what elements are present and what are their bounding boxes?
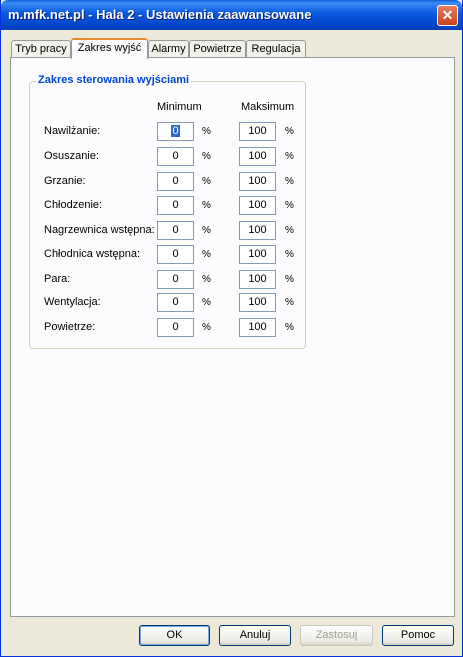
row-label: Chłodnica wstępna: — [44, 248, 141, 260]
ventilation-max-input[interactable]: 100 — [239, 293, 276, 312]
unit-label: % — [202, 200, 211, 211]
group-title: Zakres sterowania wyjściami — [38, 74, 190, 86]
air-max-input[interactable]: 100 — [239, 318, 276, 337]
window-title: m.mfk.net.pl - Hala 2 - Ustawienia zaawansowane — [8, 7, 312, 22]
row-label: Nagrzewnica wstępna: — [44, 224, 155, 236]
dehumidification-max-input[interactable]: 100 — [239, 147, 276, 166]
ok-button[interactable]: OK — [139, 625, 210, 646]
row-label: Nawilżanie: — [44, 125, 101, 137]
unit-label: % — [285, 200, 294, 211]
tab-powietrze[interactable]: Powietrze — [189, 40, 246, 58]
col-header-minimum: Minimum — [157, 101, 202, 113]
unit-label: % — [202, 225, 211, 236]
unit-label: % — [202, 176, 211, 187]
help-button[interactable]: Pomoc — [382, 625, 454, 646]
row-label: Powietrze: — [44, 321, 96, 333]
ventilation-min-input[interactable]: 0 — [157, 293, 194, 312]
cooling-min-input[interactable]: 0 — [157, 196, 194, 215]
preheater-max-input[interactable]: 100 — [239, 221, 276, 240]
steam-max-input[interactable]: 100 — [239, 270, 276, 289]
unit-label: % — [285, 322, 294, 333]
tab-tryb-pracy[interactable]: Tryb pracy — [11, 40, 71, 58]
cooling-max-input[interactable]: 100 — [239, 196, 276, 215]
row-label: Wentylacja: — [44, 296, 101, 308]
col-header-maximum: Maksimum — [241, 101, 295, 113]
unit-label: % — [202, 249, 211, 260]
title-bar[interactable] — [1, 0, 462, 30]
tab-regulacja[interactable]: Regulacja — [246, 40, 306, 58]
row-label: Grzanie: — [44, 175, 86, 187]
steam-min-input[interactable]: 0 — [157, 270, 194, 289]
cancel-button[interactable]: Anuluj — [219, 625, 291, 646]
row-label: Osuszanie: — [44, 150, 100, 162]
tab-zakres-wyjsc[interactable]: Zakres wyjść — [71, 38, 148, 59]
dehumidification-min-input[interactable]: 0 — [157, 147, 194, 166]
unit-label: % — [285, 297, 294, 308]
row-label: Chłodzenie: — [44, 199, 103, 211]
apply-button[interactable]: Zastosuj — [300, 625, 373, 646]
precooler-min-input[interactable]: 0 — [157, 245, 194, 264]
unit-label: % — [202, 274, 211, 285]
close-icon[interactable]: ✕ — [437, 5, 458, 26]
tab-panel — [10, 57, 455, 617]
preheater-min-input[interactable]: 0 — [157, 221, 194, 240]
humidification-max-input[interactable]: 100 — [239, 122, 276, 141]
air-min-input[interactable]: 0 — [157, 318, 194, 337]
row-label: Para: — [44, 273, 71, 285]
precooler-max-input[interactable]: 100 — [239, 245, 276, 264]
unit-label: % — [202, 151, 211, 162]
unit-label: % — [285, 249, 294, 260]
unit-label: % — [285, 274, 294, 285]
heating-min-input[interactable]: 0 — [157, 172, 194, 191]
unit-label: % — [285, 126, 294, 137]
heating-max-input[interactable]: 100 — [239, 172, 276, 191]
unit-label: % — [285, 225, 294, 236]
humidification-min-input[interactable]: 0 — [157, 122, 194, 141]
unit-label: % — [202, 297, 211, 308]
unit-label: % — [285, 176, 294, 187]
tab-alarmy[interactable]: Alarmy — [148, 40, 189, 58]
unit-label: % — [285, 151, 294, 162]
unit-label: % — [202, 126, 211, 137]
unit-label: % — [202, 322, 211, 333]
